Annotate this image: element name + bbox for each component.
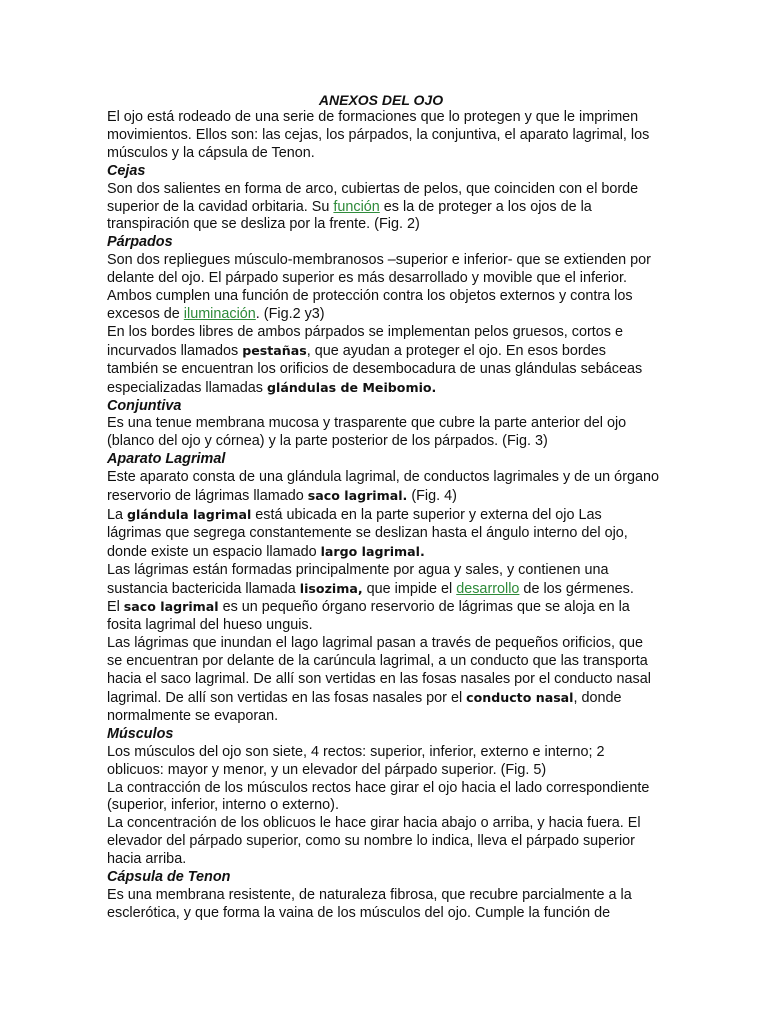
aparato-paragraph-1: [107, 469, 659, 506]
musculos-paragraph-3: La concentración de los oblicuos le hace girar hacia abajo o arriba, y hacia fuera. El elevador del párpado superior, como su nombre lo indica, lleva el párpado superior hacia arriba.: [107, 815, 641, 868]
link-funcion[interactable]: función: [333, 198, 380, 215]
text-run: es un pequeño órgano reservorio de lágrimas que se aloja en la fosita lagrimal del hueso unguis.: [107, 599, 630, 634]
text-run: La: [107, 506, 128, 523]
text-run: . (Fig.2 y3): [255, 305, 325, 322]
aparato-paragraph-2: [107, 506, 659, 562]
section-heading-musculos: Músculos: [107, 725, 174, 742]
section-heading-capsula-tenon: Cápsula de Tenon: [107, 869, 231, 886]
aparato-paragraph-3: [107, 562, 659, 599]
text-run: Son dos repliegues músculo-membranosos –superior e inferior- que se extienden por delante del ojo. El párpado superior es más desarrollado y movible que el inferior. Ambos cumplen una función de protección contra los objetos externos y contra los excesos de: [107, 252, 651, 322]
text-run: está ubicada en la parte superior y externa del ojo Las lágrimas que segrega constantemente se deslizan hasta el ángulo interno del ojo, donde existe un espacio llamado: [107, 506, 628, 560]
section-heading-cejas: Cejas: [107, 162, 146, 179]
text-run: El: [107, 599, 124, 616]
intro-paragraph: El ojo está rodeado de una serie de formaciones que lo protegen y que le imprimen movimientos. Ellos son: las cejas, los párpados, la conjuntiva, el aparato lagrimal, los músculos y la cápsula de Tenon.: [107, 109, 650, 161]
parpados-paragraph-2: [107, 324, 659, 398]
conjuntiva-paragraph: Es una tenue membrana mucosa y trasparente que cubre la parte anterior del ojo (blanco del ojo y córnea) y la parte posterior de los párpados. (Fig. 3): [107, 415, 627, 450]
text-run: , que ayudan a proteger el ojo. En esos bordes también se encuentran los orificios de desembocadura de unas glándulas sebáceas especializadas llamadas: [107, 342, 643, 396]
text-run: que impide el: [362, 580, 457, 597]
bold-term-lisozima: lisozima,: [299, 580, 363, 596]
text-run: En los bordes libres de ambos párpados se implementan pelos gruesos, cortos e incurvados llamados: [107, 323, 623, 359]
text-run: es la de proteger a los ojos de la transpiración que se desliza por la frente. (Fig. 2): [107, 198, 592, 233]
text-run: Son dos salientes en forma de arco, cubiertas de pelos, que coinciden con el borde superior de la cavidad orbitaria. Su: [107, 180, 639, 215]
aparato-paragraph-5: [107, 635, 659, 726]
text-run: Las lágrimas que inundan el lago lagrimal pasan a través de pequeños orificios, que se encuentran por delante de la carúncula lagrimal, a un conducto que las transporta hacia el saco lagrimal. De allí son vertidas en las fosas nasales por el conducto nasal lagrimal. De allí son vertidas en las fosas nasales por el: [107, 635, 651, 706]
bold-term-conducto-nasal: conducto nasal: [466, 690, 574, 705]
section-heading-conjuntiva: Conjuntiva: [107, 397, 182, 414]
cejas-paragraph: [107, 181, 659, 235]
text-run: de los gérmenes.: [519, 580, 634, 597]
document-title: ANEXOS DEL OJO: [318, 92, 444, 108]
document-page: [107, 91, 659, 923]
text-run: (Fig. 4): [407, 488, 457, 505]
bold-term-saco-lagrimal: saco lagrimal.: [307, 488, 408, 504]
text-run: Las lágrimas están formadas principalmente por agua y sales, y contienen una sustancia bactericida llamada: [107, 561, 609, 597]
bold-term-largo-lagrimal: largo lagrimal.: [320, 543, 425, 559]
section-heading-parpados: Párpados: [107, 234, 173, 251]
link-iluminacion[interactable]: iluminación: [183, 305, 256, 322]
musculos-paragraph-2: La contracción de los músculos rectos hace girar el ojo hacia el lado correspondiente (superior, inferior, interno o externo).: [107, 779, 650, 814]
bold-term-glandulas-meibomio: glándulas de Meibomio.: [266, 379, 437, 395]
bold-term-pestanas: pestañas: [242, 342, 307, 358]
link-desarrollo[interactable]: desarrollo: [456, 580, 520, 597]
bold-term-saco-lagrimal-2: saco lagrimal: [123, 599, 219, 615]
aparato-paragraph-4: [107, 598, 659, 635]
capsula-paragraph: Es una membrana resistente, de naturaleza fibrosa, que recubre parcialmente a la esclerótica, y que forma la vaina de los músculos del ojo. Cumple la función de: [107, 886, 632, 921]
bold-term-glandula-lagrimal: glándula lagrimal: [127, 506, 252, 522]
parpados-paragraph-1: [107, 252, 659, 324]
musculos-paragraph-1: Los músculos del ojo son siete, 4 rectos: superior, inferior, externo e interno; 2 oblicuos: mayor y menor, y un elevador del párpado superior. (Fig. 5): [107, 743, 605, 778]
section-heading-aparato-lagrimal: Aparato Lagrimal: [107, 451, 226, 468]
text-run: , donde normalmente se evaporan.: [107, 690, 622, 724]
text-run: Este aparato consta de una glándula lagrimal, de conductos lagrimales y de un órgano reservorio de lágrimas llamado: [107, 469, 659, 505]
